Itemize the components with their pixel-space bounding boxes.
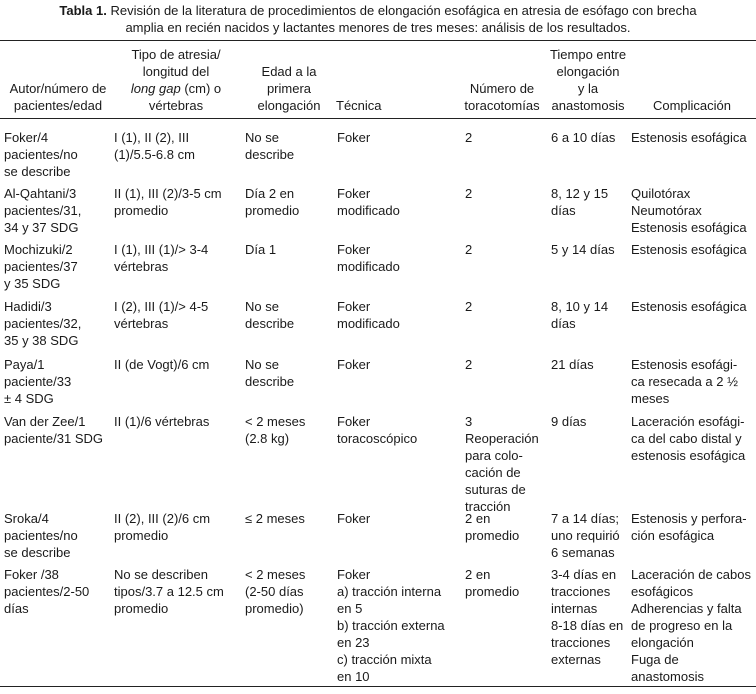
row1-numero: 2 [465,130,473,145]
header-rule [0,118,756,119]
row5-numero: 2 [465,357,473,372]
row7-autor: Sroka/4 pacientes/no se describe [4,511,78,560]
row5-tecnica: Foker [337,357,371,372]
header-complicacion: Complicación [652,98,732,113]
row7-tecnica: Foker [337,511,371,526]
row6-complicacion: Laceración esofági- ca del cabo distal y estenosis esofágica [631,414,746,463]
row6-edad: < 2 meses (2.8 kg) [245,414,306,446]
row7-tiempo: 7 a 14 días; uno requirió 6 semanas [551,511,620,560]
row5-autor: Paya/1 paciente/33 ± 4 SDG [4,357,72,406]
bottom-rule [0,686,756,687]
row2-tecnica: Foker modificado [337,186,400,218]
row1-tiempo: 6 a 10 días [551,130,616,145]
row8-edad: < 2 meses (2-50 días promedio) [245,567,306,616]
row3-autor: Mochizuki/2 pacientes/37 y 35 SDG [4,242,78,291]
row2-tiempo: 8, 12 y 15 días [551,186,609,218]
header-tecnica: Técnica [336,98,382,113]
row8-tipo: No se describen tipos/3.7 a 12.5 cm promedio [114,567,224,616]
row4-tiempo: 8, 10 y 14 días [551,299,609,331]
row3-numero: 2 [465,242,473,257]
row1-autor: Foker/4 pacientes/no se describe [4,130,78,179]
row3-tiempo: 5 y 14 días [551,242,615,257]
row2-autor: Al-Qahtani/3 pacientes/31, 34 y 37 SDG [4,186,82,235]
row4-numero: 2 [465,299,473,314]
row4-complicacion: Estenosis esofágica [631,299,747,314]
row1-tipo: I (1), II (2), III (1)/5.5-6.8 cm [114,130,195,162]
top-rule [0,40,756,41]
row6-tecnica: Foker toracoscópico [337,414,418,446]
row4-autor: Hadidi/3 pacientes/32, 35 y 38 SDG [4,299,82,348]
header-tipo-1: Tipo de atresia/ longitud del [131,47,221,79]
row1-edad: No se describe [245,130,295,162]
row7-numero: 2 en promedio [465,511,520,543]
header-tipo-3: vértebras [148,98,204,113]
caption-text-1: Revisión de la literatura de procedimientos de elongación esofágica en atresia de esófago con brecha [110,3,697,18]
row7-edad: ≤ 2 meses [245,511,305,526]
header-tipo-2: (cm) o [180,81,222,96]
row8-complicacion: Laceración de cabos esofágicos Adherencias y falta de progreso en la elongación Fuga de anastomosis [631,567,751,684]
row3-tecnica: Foker modificado [337,242,400,274]
row8-autor: Foker /38 pacientes/2-50 días [4,567,90,616]
row4-tecnica: Foker modificado [337,299,400,331]
row8-tiempo: 3-4 días en tracciones internas 8-18 días en tracciones externas [551,567,624,667]
row1-complicacion: Estenosis esofágica [631,130,747,145]
row1-tecnica: Foker [337,130,371,145]
row7-complicacion: Estenosis y perfora- ción esofágica [631,511,747,543]
row5-complicacion: Estenosis esofági- ca resecada a 2 ½ meses [631,357,738,406]
row5-tipo: II (de Vogt)/6 cm [114,357,210,372]
row6-tipo: II (1)/6 vértebras [114,414,210,429]
row8-tecnica: Foker a) tracción interna en 5 b) tracción externa en 23 c) tracción mixta en 10 [337,567,445,684]
header-edad: Edad a la primera elongación [257,64,321,113]
row2-numero: 2 [465,186,473,201]
caption-line-1 [0,2,756,19]
row3-tipo: I (1), III (1)/> 3-4 vértebras [114,242,209,274]
header-tiempo: Tiempo entre elongación y la anastomosis [549,47,627,113]
table-caption [0,2,756,36]
header-tipo-italic: long gap [130,81,181,96]
row2-edad: Día 2 en promedio [245,186,300,218]
caption-label: Tabla 1. [59,3,107,18]
row4-edad: No se describe [245,299,295,331]
row6-numero: 3 Reoperación para colo- cación de suturas de tracción [465,414,539,514]
row3-edad: Día 1 [245,242,277,257]
header-autor: Autor/número de pacientes/edad [9,81,107,113]
row2-complicacion: Quilotórax Neumotórax Estenosis esofágica [631,186,747,235]
caption-line-2: amplia en recién nacidos y lactantes menores de tres meses: análisis de los resultados. [125,20,631,35]
row8-numero: 2 en promedio [465,567,520,599]
row3-complicacion: Estenosis esofágica [631,242,747,257]
row2-tipo: II (1), III (2)/3-5 cm promedio [114,186,222,218]
header-numero: Número de toracotomías [464,81,540,113]
row6-autor: Van der Zee/1 paciente/31 SDG [4,414,104,446]
row7-tipo: II (2), III (2)/6 cm promedio [114,511,211,543]
header-tipo [112,46,240,114]
row6-tiempo: 9 días [551,414,587,429]
row5-tiempo: 21 días [551,357,594,372]
row4-tipo: I (2), III (1)/> 4-5 vértebras [114,299,209,331]
row5-edad: No se describe [245,357,295,389]
